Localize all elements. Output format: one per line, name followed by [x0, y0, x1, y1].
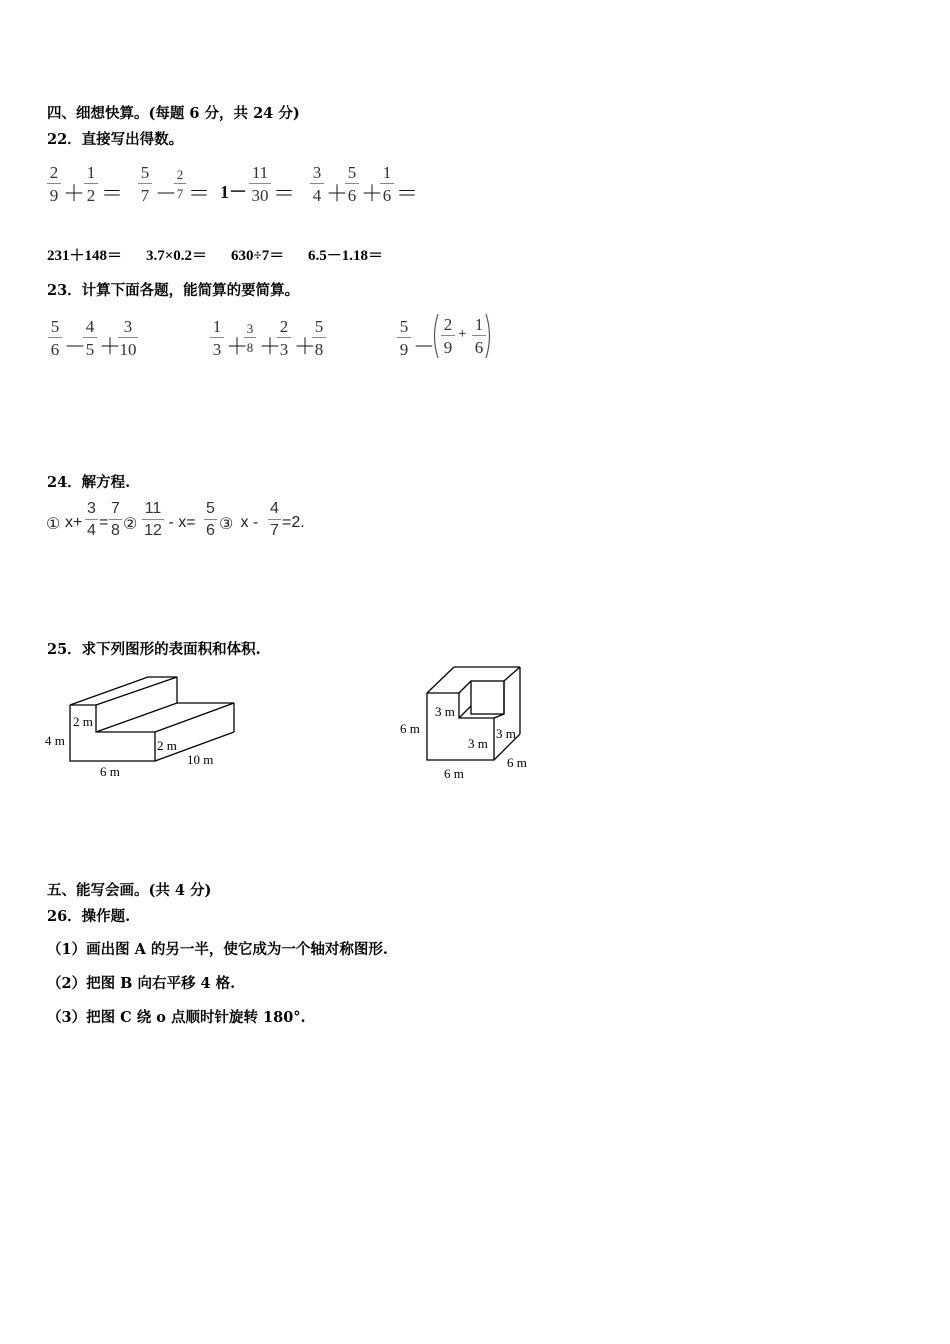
- operator: +: [458, 326, 467, 342]
- operator: ＋: [259, 334, 282, 359]
- lead-term: 1－: [220, 182, 247, 202]
- circled-number-3: ③: [219, 516, 234, 533]
- dimension-label: 6 m: [507, 755, 527, 770]
- equals-sign: ＝: [101, 181, 124, 206]
- calc-item: 231＋148＝: [47, 248, 123, 264]
- section5-title: 五、能写会画。(共 4 分): [47, 882, 212, 899]
- dimension-label: 3 m: [496, 726, 516, 741]
- fraction: 3 4: [310, 164, 324, 204]
- fraction: 3 4: [85, 501, 98, 539]
- equals-sign: ＝: [396, 181, 419, 206]
- equation-term: x+: [65, 514, 83, 531]
- dimension-label: 6 m: [444, 766, 464, 781]
- dimension-label: 3 m: [435, 704, 455, 719]
- fraction: 1 6: [472, 316, 486, 356]
- q26-item: （1）画出图 A 的另一半，使它成为一个轴对称图形.: [47, 941, 388, 958]
- fraction: 4 5: [83, 318, 97, 358]
- fraction: 5 6: [48, 318, 62, 358]
- operator: －: [155, 181, 178, 206]
- section4-title: 四、细想快算。(每题 6 分，共 24 分): [47, 105, 300, 122]
- fraction: 5 9: [397, 318, 411, 358]
- operator: ＋: [294, 334, 317, 359]
- fraction: 3 8: [244, 322, 256, 354]
- operator: ＋: [226, 334, 249, 359]
- fraction: 5 6: [345, 164, 359, 204]
- equation-term: x -: [236, 514, 263, 531]
- operator: －: [64, 334, 87, 359]
- dimension-label: 3 m: [468, 736, 488, 751]
- notched-cube-figure: [395, 660, 540, 785]
- fraction: 2 9: [47, 164, 61, 204]
- fraction: 2 9: [441, 316, 455, 356]
- fraction: 4 7: [268, 501, 281, 539]
- fraction: 5 6: [204, 501, 217, 539]
- q26-label: 26．操作题.: [47, 908, 131, 925]
- fraction: 2 7: [174, 168, 186, 200]
- operator: ＋: [361, 181, 384, 206]
- dimension-label: 2 m: [157, 738, 177, 753]
- fraction: 1 3: [210, 318, 224, 358]
- fraction: 7 8: [109, 501, 122, 539]
- fraction: 5 7: [138, 164, 152, 204]
- calc-item: 3.7×0.2＝: [146, 248, 208, 264]
- fraction: 1 6: [380, 164, 394, 204]
- dimension-label: 6 m: [400, 721, 420, 736]
- equation-term: =2.: [282, 514, 305, 531]
- equals-sign: =: [99, 514, 109, 531]
- circled-number-1: ①: [46, 516, 61, 533]
- calc-item: 6.5－1.18＝: [308, 248, 384, 264]
- q22-label: 22．直接写出得数。: [47, 131, 184, 148]
- operator: ＋: [63, 181, 86, 206]
- operator: －: [413, 334, 436, 359]
- circled-number-2: ②: [123, 516, 138, 533]
- dimension-label: 4 m: [45, 733, 65, 748]
- q26-item: （2）把图 B 向右平移 4 格.: [47, 975, 236, 992]
- equation-term: - x=: [164, 514, 196, 531]
- calc-item: 630÷7＝: [231, 248, 285, 264]
- dimension-label: 2 m: [73, 714, 93, 729]
- q24-label: 24．解方程.: [47, 474, 131, 491]
- operator: ＋: [326, 181, 349, 206]
- fraction: 1 2: [84, 164, 98, 204]
- equals-sign: ＝: [273, 181, 296, 206]
- equals-sign: ＝: [188, 181, 211, 206]
- dimension-label: 6 m: [100, 764, 120, 779]
- fraction: 2 3: [277, 318, 291, 358]
- fraction: 11 30: [249, 164, 271, 204]
- q26-item: （3）把图 C 绕 o 点顺时针旋转 180°.: [47, 1009, 306, 1026]
- fraction: 5 8: [312, 318, 326, 358]
- operator: ＋: [99, 334, 122, 359]
- dimension-label: 10 m: [187, 752, 214, 767]
- left-parenthesis: [430, 312, 440, 360]
- q25-label: 25．求下列图形的表面积和体积.: [47, 641, 261, 658]
- right-parenthesis: [484, 312, 494, 360]
- stepped-prism-figure: [40, 670, 260, 785]
- q23-label: 23．计算下面各题，能简算的要简算。: [47, 282, 300, 299]
- fraction: 11 12: [142, 501, 164, 539]
- fraction: 3 10: [119, 317, 137, 359]
